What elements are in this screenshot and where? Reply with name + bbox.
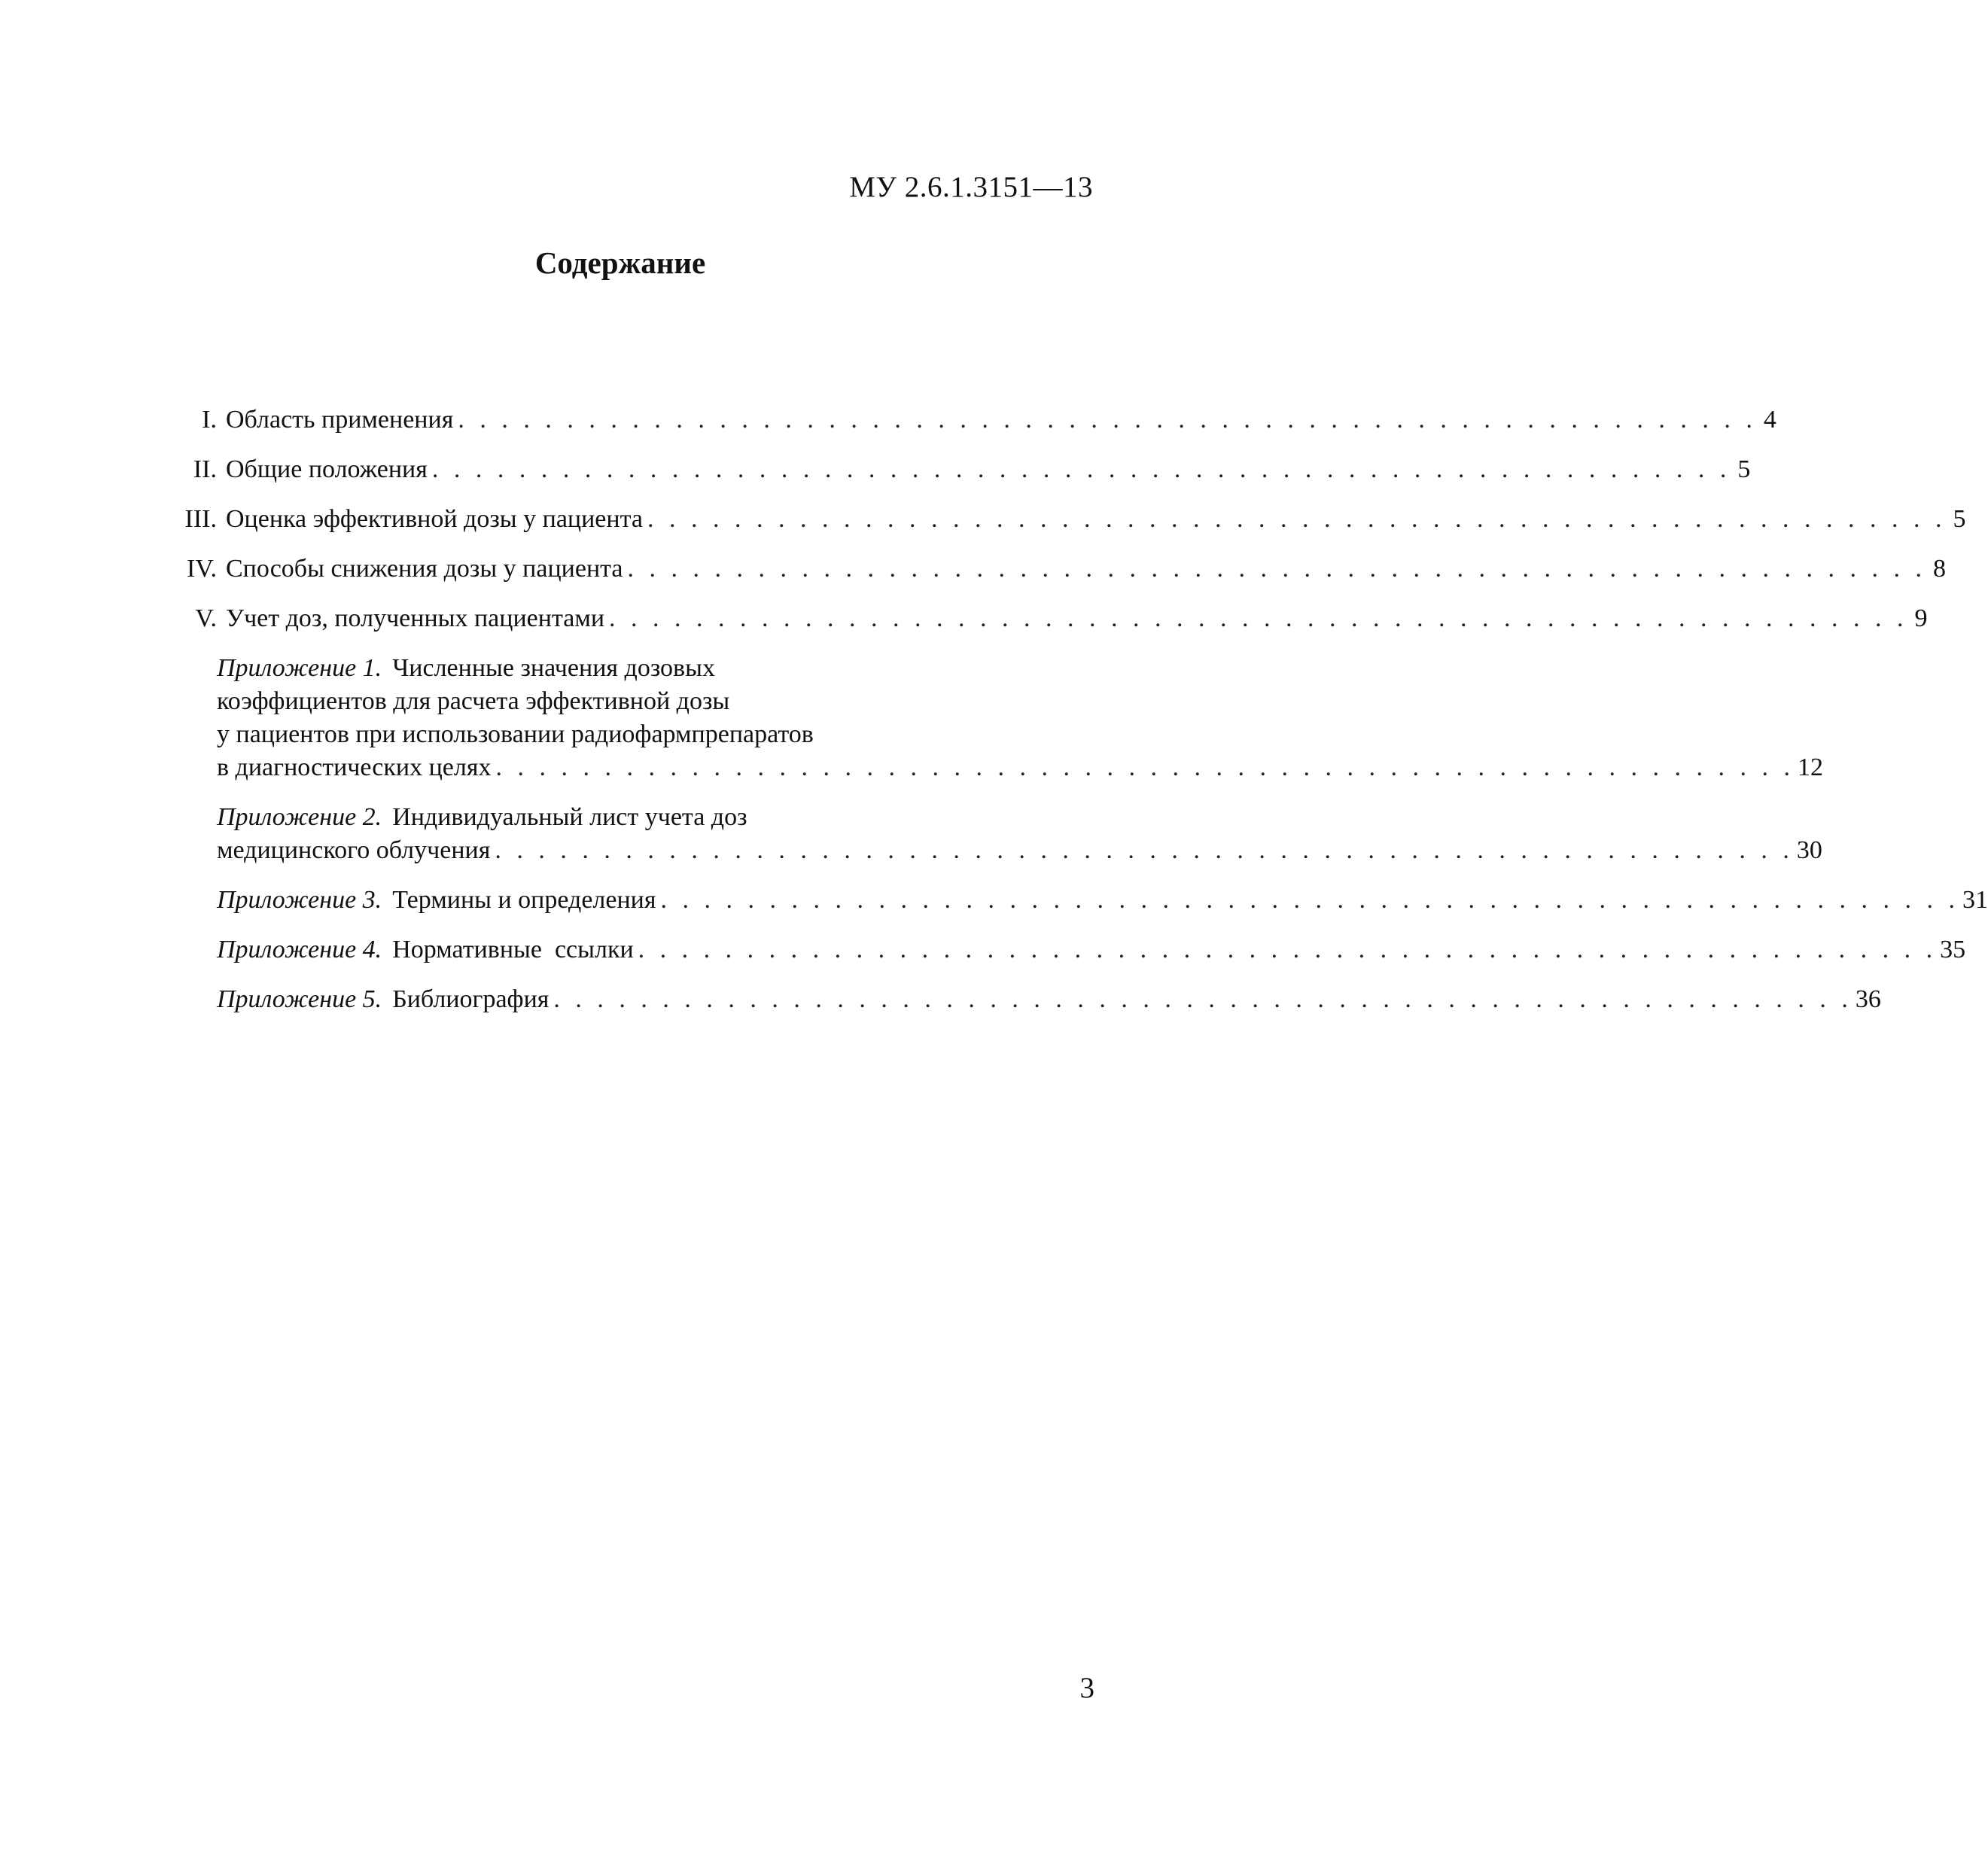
dot-leader: . . . . . . . . . . . . . . . . . . . . . . . . . . . . . . . . . . . . . . . . . . . . . . . . . . . . . . . . . . . . <box>495 836 1794 864</box>
appendix-page-number: 35 <box>1940 936 1966 963</box>
dot-leader: . . . . . . . . . . . . . . . . . . . . . . . . . . . . . . . . . . . . . . . . . . . . . . . . . . . . . . . . . . . . <box>609 604 1908 632</box>
dot-leader: . . . . . . . . . . . . . . . . . . . . . . . . . . . . . . . . . . . . . . . . . . . . . . . . . . . . . . . . . . . . <box>458 406 1757 434</box>
appendix-label: Приложение 2. <box>217 803 382 831</box>
section-title: Общие положения <box>226 455 428 483</box>
appendix-page-number: 12 <box>1798 753 1824 781</box>
dot-leader: . . . . . . . . . . . . . . . . . . . . . . . . . . . . . . . . . . . . . . . . . . . . . . . . . . . . . . . . . . . . <box>627 555 1926 583</box>
appendix-label: Приложение 5. <box>217 985 382 1013</box>
appendix-title-line: коэффициентов для расчета эффективной дозы <box>217 687 730 715</box>
section-page-number: 5 <box>1737 455 1751 483</box>
dot-leader: . . . . . . . . . . . . . . . . . . . . . . . . . . . . . . . . . . . . . . . . . . . . . . . . . . . . . . . . . . . . <box>431 455 1731 483</box>
section-title: Способы снижения дозы у пациента <box>226 555 623 583</box>
appendix-title-line: Нормативные ссылки <box>392 936 634 963</box>
appendix-label: Приложение 3. <box>217 886 382 914</box>
toc-entry-appendix-5[interactable] <box>151 983 1881 1016</box>
section-number: I. <box>202 406 217 434</box>
appendix-title-line: Термины и определения <box>392 886 656 914</box>
dot-leader: . . . . . . . . . . . . . . . . . . . . . . . . . . . . . . . . . . . . . . . . . . . . . . . . . . . . . . . . . . . . <box>647 505 1947 533</box>
document-code: МУ 2.6.1.3151—13 <box>849 171 1093 203</box>
toc-entry-section-4[interactable] <box>151 552 1946 586</box>
toc-entry-appendix-3[interactable] <box>151 884 1988 917</box>
appendix-label: Приложение 1. <box>217 654 382 682</box>
page-title: Содержание <box>534 245 706 280</box>
appendix-title-line: Библиография <box>392 985 550 1013</box>
appendix-page-number: 30 <box>1796 836 1822 864</box>
section-number: II. <box>193 455 217 483</box>
toc-entry-appendix-1[interactable] <box>151 652 1824 784</box>
section-title: Область применения <box>226 406 454 434</box>
toc-entry-section-3[interactable] <box>151 503 1966 536</box>
dot-leader: . . . . . . . . . . . . . . . . . . . . . . . . . . . . . . . . . . . . . . . . . . . . . . . . . . . . . . . . . . . . <box>495 753 1795 781</box>
section-number: V. <box>195 604 217 632</box>
appendix-page-number: 31 <box>1962 886 1988 914</box>
section-number: III. <box>184 505 217 533</box>
appendix-title-line: Индивидуальный лист учета доз <box>392 803 747 831</box>
toc-entry-appendix-2[interactable] <box>151 801 1822 867</box>
toc-entry-appendix-4[interactable] <box>151 933 1966 966</box>
dot-leader: . . . . . . . . . . . . . . . . . . . . . . . . . . . . . . . . . . . . . . . . . . . . . . . . . . . . . . . . . . . . <box>638 936 1938 963</box>
section-title: Оценка эффективной дозы у пациента <box>226 505 643 533</box>
page-number: 3 <box>1079 1672 1094 1704</box>
section-page-number: 5 <box>1953 505 1966 533</box>
toc-entry-section-1[interactable] <box>151 403 1776 437</box>
appendix-title-line: у пациентов при использовании радиофармпрепаратов <box>217 720 814 748</box>
table-of-contents <box>151 403 1988 1033</box>
section-number: IV. <box>187 555 217 583</box>
section-page-number: 8 <box>1933 555 1946 583</box>
section-title: Учет доз, полученных пациентами <box>226 604 605 632</box>
appendix-page-number: 36 <box>1855 985 1881 1013</box>
toc-entry-section-2[interactable] <box>151 453 1751 486</box>
appendix-title-line: в диагностических целях <box>217 753 492 781</box>
section-page-number: 4 <box>1763 406 1776 434</box>
toc-entry-section-5[interactable] <box>151 602 1928 635</box>
dot-leader: . . . . . . . . . . . . . . . . . . . . . . . . . . . . . . . . . . . . . . . . . . . . . . . . . . . . . . . . . . . . <box>660 886 1959 914</box>
appendix-label: Приложение 4. <box>217 936 382 963</box>
appendix-title-line: Численные значения дозовых <box>392 654 715 682</box>
dot-leader: . . . . . . . . . . . . . . . . . . . . . . . . . . . . . . . . . . . . . . . . . . . . . . . . . . . . . . . . . . . . <box>553 985 1853 1013</box>
section-page-number: 9 <box>1914 604 1928 632</box>
appendix-title-line: медицинского облучения <box>217 836 491 864</box>
